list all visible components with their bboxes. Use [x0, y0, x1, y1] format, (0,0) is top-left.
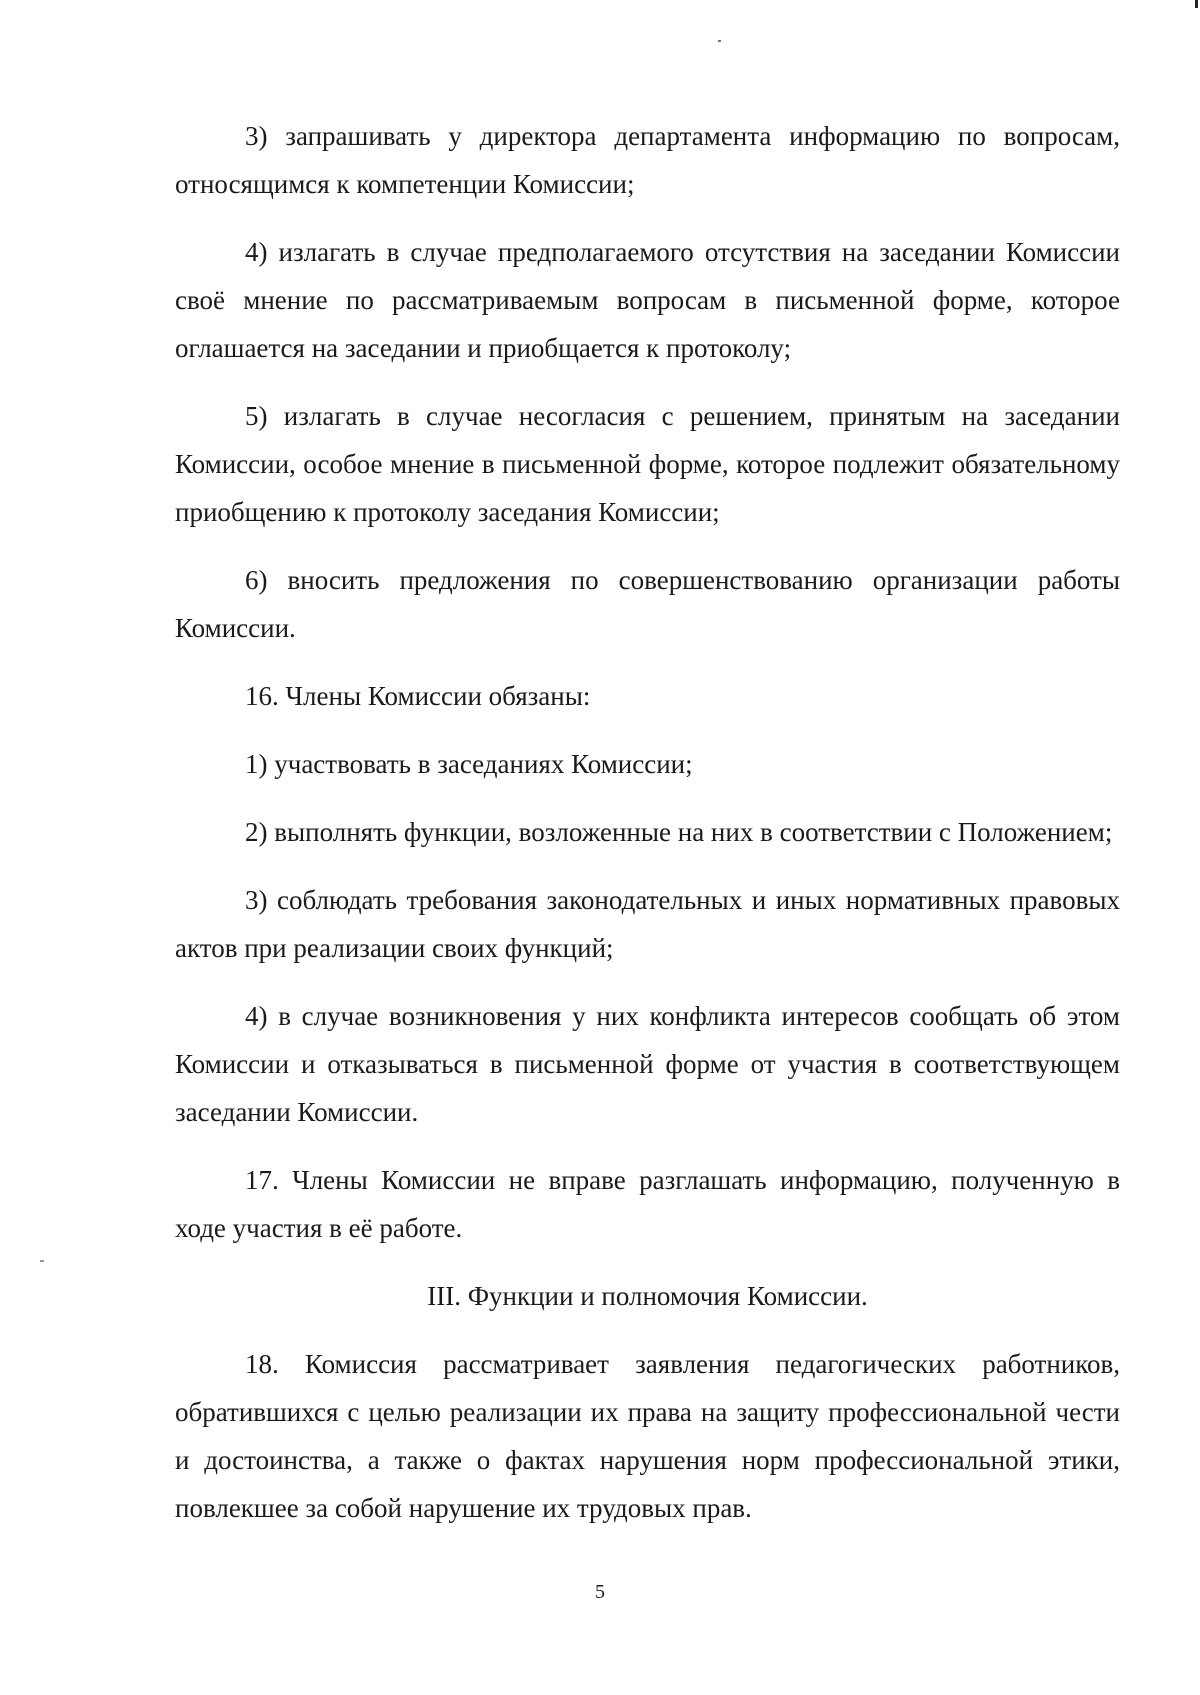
paragraph-item-3: 3) запрашивать у директора департамента информацию по вопросам, относящимся к компетенции Комиссии;	[175, 121, 1120, 199]
scan-artifact	[40, 1260, 44, 1262]
scan-artifact	[1195, 0, 1198, 8]
paragraph-clause-16-item-2: 2) выполнять функции, возложенные на них в соответствии с Положением;	[245, 817, 1113, 847]
paragraph-clause-18: 18. Комиссия рассматривает заявления педагогических работников, обратившихся с целью реализации их права на защиту профессиональной чести и достоинства, а также о фактах нарушения норм профессиональной этики, повлекшее за собой нарушение их трудовых прав.	[175, 1349, 1120, 1523]
paragraph-item-6: 6) вносить предложения по совершенствованию организации работы Комиссии.	[175, 565, 1120, 643]
paragraph-clause-16: 16. Члены Комиссии обязаны:	[245, 681, 591, 711]
page-number: 5	[595, 1581, 605, 1603]
paragraph-item-4: 4) излагать в случае предполагаемого отсутствия на заседании Комиссии своё мнение по рассматриваемым вопросам в письменной форме, которое оглашается на заседании и приобщается к протоколу;	[175, 237, 1120, 363]
paragraph-clause-17: 17. Члены Комиссии не вправе разглашать информацию, полученную в ходе участия в её работе.	[175, 1165, 1120, 1243]
paragraph-item-5: 5) излагать в случае несогласия с решением, принятым на заседании Комиссии, особое мнение в письменной форме, которое подлежит обязательному приобщению к протоколу заседания Комиссии;	[175, 401, 1120, 527]
section-heading: III. Функции и полномочия Комиссии.	[427, 1281, 868, 1311]
paragraph-clause-16-item-4: 4) в случае возникновения у них конфликта интересов сообщать об этом Комиссии и отказываться в письменной форме от участия в соответствующем заседании Комиссии.	[175, 1001, 1120, 1127]
paragraph-clause-16-item-3: 3) соблюдать требования законодательных и иных нормативных правовых актов при реализации своих функций;	[175, 885, 1120, 963]
document-body	[175, 112, 1120, 1552]
scan-artifact	[718, 40, 721, 42]
paragraph-clause-16-item-1: 1) участвовать в заседаниях Комиссии;	[245, 749, 693, 779]
